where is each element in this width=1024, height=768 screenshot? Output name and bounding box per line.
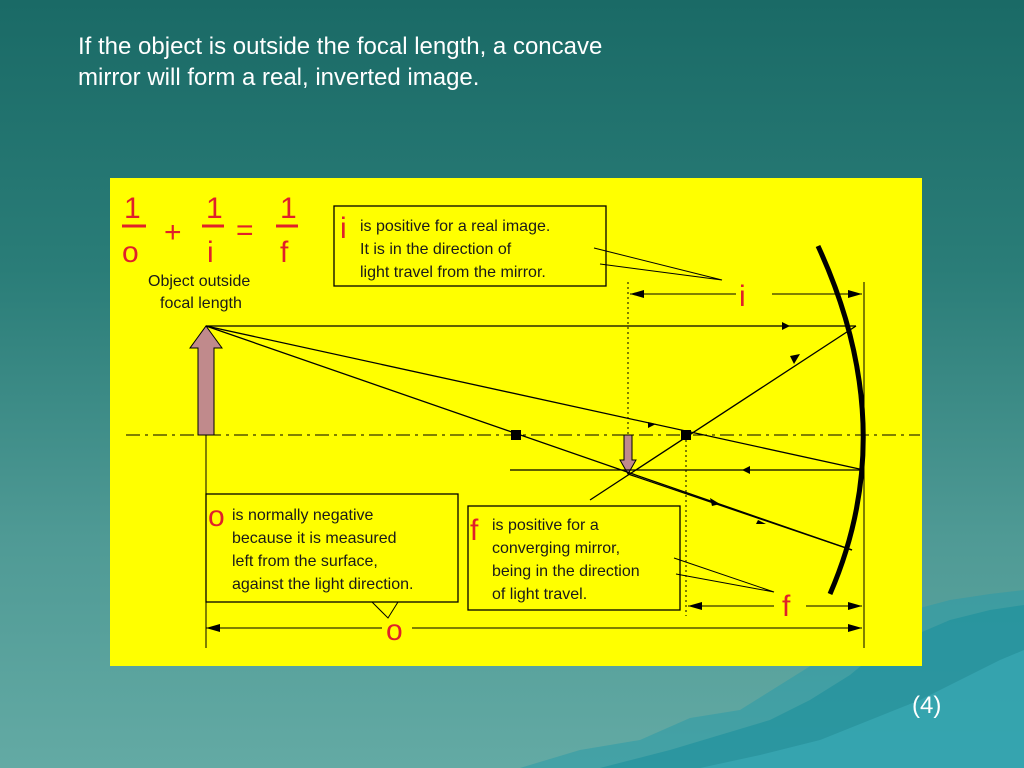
o-note-symbol: o (208, 500, 225, 533)
i-note-line2: It is in the direction of (360, 241, 512, 258)
i-note-symbol: i (340, 212, 347, 245)
f-note-line3: being in the direction (492, 563, 640, 580)
concave-mirror-diagram (110, 178, 922, 666)
equation-equals: = (236, 214, 254, 247)
f-note-line4: of light travel. (492, 586, 588, 603)
o-note-box (206, 494, 458, 618)
equation-numerator-o: 1 (124, 192, 141, 225)
o-dimension-label: o (386, 614, 403, 647)
object-label-line2: focal length (160, 295, 242, 312)
f-note-symbol: f (470, 514, 479, 547)
i-note-line1: is positive for a real image. (360, 218, 551, 235)
f-dimension-label: f (782, 590, 791, 623)
o-note-line4: against the light direction. (232, 576, 414, 593)
f-note-line1: is positive for a (492, 517, 599, 534)
object-label-line1: Object outside (148, 273, 251, 290)
o-note-line3: left from the surface, (232, 553, 378, 570)
i-dimension-label: i (739, 280, 746, 313)
equation-denominator-f: f (280, 236, 289, 269)
o-note-line2: because it is measured (232, 530, 397, 547)
equation-numerator-f: 1 (280, 192, 297, 225)
equation-denominator-i: i (207, 236, 214, 269)
equation-denominator-o: o (122, 236, 139, 269)
i-note-line3: light travel from the mirror. (360, 264, 546, 281)
focal-point (681, 430, 691, 440)
center-point (511, 430, 521, 440)
equation-plus: + (164, 216, 182, 249)
slide-number: (4) (912, 692, 942, 719)
slide-title: If the object is outside the focal length, a concave mirror will form a real, inverted image. (78, 33, 603, 91)
equation-numerator-i: 1 (206, 192, 223, 225)
f-note-line2: converging mirror, (492, 540, 621, 557)
o-note-line1: is normally negative (232, 507, 374, 524)
